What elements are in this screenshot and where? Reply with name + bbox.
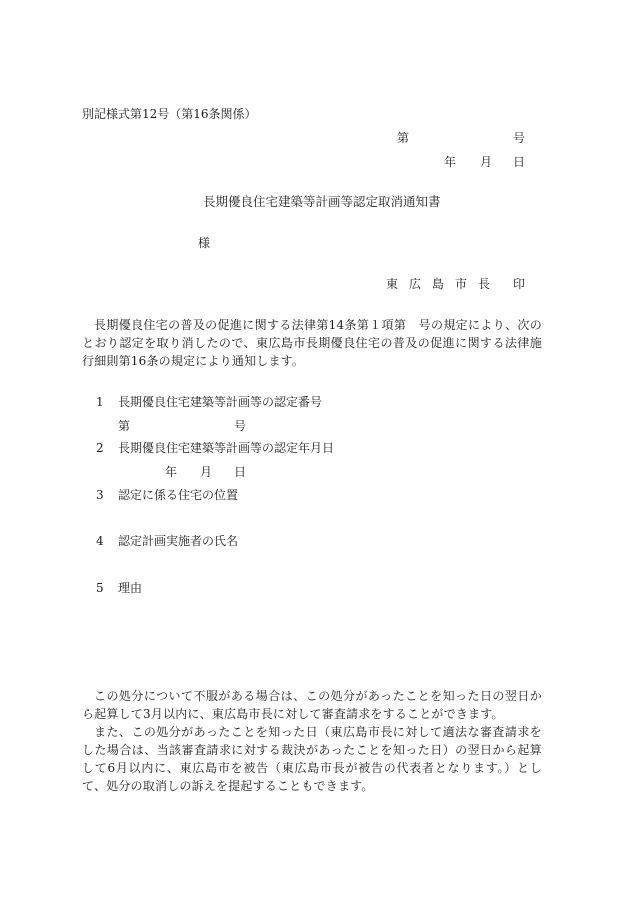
notice-paragraph-2: また、この処分があったことを知った日（東広島市長に対して適法な審査請求をした場合は、当該審査請求に対する裁決があったことを知った日）の翌日から起算して6月以内に、東広島市を被告（東広島市長が被告の代表者となります。）として、処分の取消しの訴えを提起することもできます。 <box>82 725 542 793</box>
issue-date-month: 月 <box>480 155 493 169</box>
cert-number-go: 号 <box>234 419 247 433</box>
cert-date-year: 年 <box>165 465 178 479</box>
seal-mark: 印 <box>513 277 526 291</box>
cert-number-dai: 第 <box>118 419 131 433</box>
doc-number-dai: 第 <box>397 131 410 145</box>
item-label: 長期優良住宅建築等計画等の認定番号 <box>118 395 323 409</box>
item-number: 4 <box>96 534 104 548</box>
item-number: 3 <box>96 488 104 502</box>
issue-date-day: 日 <box>513 155 526 169</box>
addressee-suffix: 様 <box>198 236 211 250</box>
item-number: 5 <box>96 581 104 595</box>
doc-number-go: 号 <box>513 131 526 145</box>
issuer-char-2: 広 <box>409 277 422 291</box>
item-number: 1 <box>96 395 104 409</box>
issuer-char-4: 市 <box>455 277 468 291</box>
item-number: 2 <box>96 441 104 455</box>
issuer-char-1: 東 <box>386 277 399 291</box>
cert-date-month: 月 <box>200 465 213 479</box>
item-label: 長期優良住宅建築等計画等の認定年月日 <box>118 441 335 455</box>
item-label: 認定に係る住宅の位置 <box>118 488 239 502</box>
form-label: 別記様式第12号（第16条関係） <box>82 107 257 121</box>
page-title: 長期優良住宅建築等計画等認定取消通知書 <box>203 194 441 209</box>
cert-date-day: 日 <box>234 465 247 479</box>
issuer-char-5: 長 <box>478 277 491 291</box>
issue-date-year: 年 <box>444 155 457 169</box>
notice-paragraph-1: この処分について不服がある場合は、この処分があったことを知った日の翌日から起算して3月以内に、東広島市長に対して審査請求をすることができます。 <box>82 689 542 721</box>
issuer-char-3: 島 <box>432 277 445 291</box>
item-label: 理由 <box>118 581 143 595</box>
body-paragraph: 長期優良住宅の普及の促進に関する法律第14条第１項第 号の規定により、次のとおり認定を取り消したので、東広島市長期優良住宅の普及の促進に関する法律施行細則第16条の規定により通知します。 <box>82 318 542 368</box>
item-label: 認定計画実施者の氏名 <box>118 534 239 548</box>
